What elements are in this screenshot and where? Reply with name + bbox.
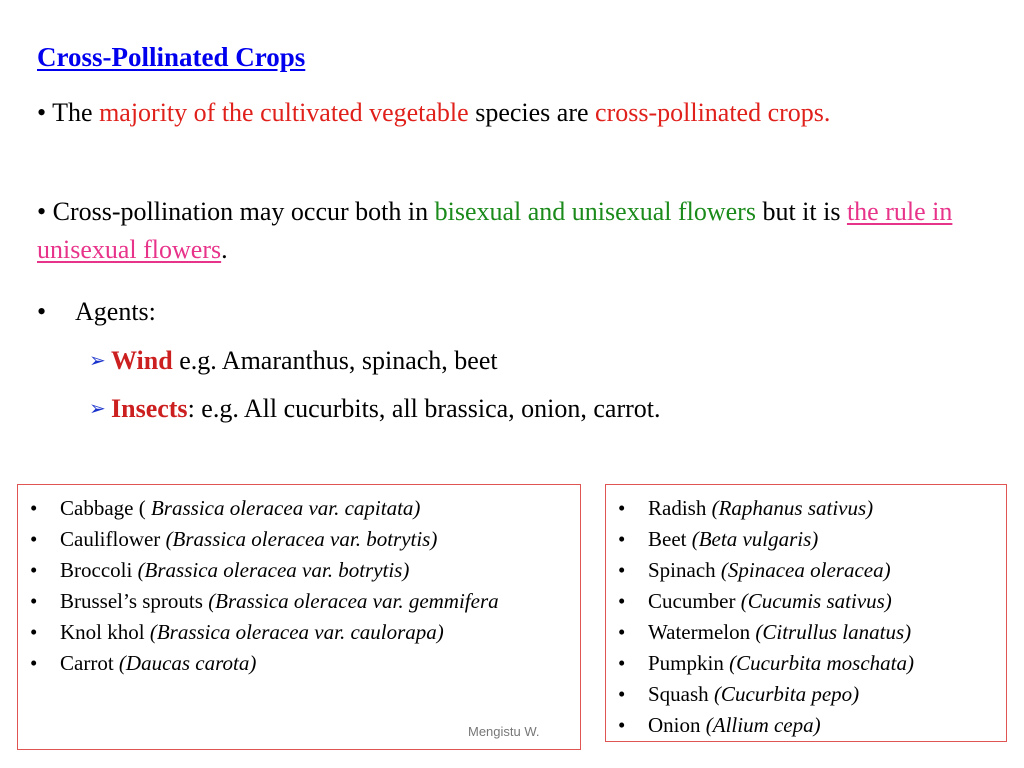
- crop-name: Spinach: [648, 558, 721, 582]
- scientific-name: (Allium cepa): [705, 713, 821, 737]
- crop-name: Cucumber: [648, 589, 741, 613]
- scientific-name: (Cucurbita pepo): [713, 682, 860, 706]
- list-item: • Spinach (Spinacea oleracea): [618, 558, 891, 582]
- agent-examples: : e.g. All cucurbits, all brassica, onion, carrot.: [187, 394, 661, 423]
- bullet: •: [37, 297, 47, 326]
- scientific-name: (Citrullus lanatus): [755, 620, 912, 644]
- highlight-flowers: bisexual and unisexual flowers: [434, 197, 756, 226]
- highlight-rule-link: the rule in unisexual flowers: [37, 197, 953, 264]
- text: The: [52, 98, 100, 127]
- text: .: [221, 235, 228, 264]
- crop-name: Broccoli: [60, 558, 138, 582]
- list-item: • Brussel’s sprouts (Brassica oleracea var. gemmifera: [30, 589, 499, 613]
- scientific-name: (Brassica oleracea var. botrytis): [165, 527, 438, 551]
- agent-insects: [89, 390, 661, 428]
- scientific-name: Brassica oleracea var. capitata): [150, 496, 421, 520]
- other-crops-box: [605, 484, 1007, 742]
- crop-name: Onion: [648, 713, 706, 737]
- list-item: • Cauliflower (Brassica oleracea var. botrytis): [30, 527, 438, 551]
- scientific-name: (Brassica oleracea var. caulorapa): [149, 620, 444, 644]
- crop-name: Cabbage (: [60, 496, 151, 520]
- list-item: • Cabbage ( Brassica oleracea var. capitata): [30, 496, 421, 520]
- agent-examples: e.g. Amaranthus, spinach, beet: [172, 346, 498, 375]
- crop-name: Squash: [648, 682, 714, 706]
- bullet: •: [37, 197, 47, 226]
- list-item: • Cucumber (Cucumis sativus): [618, 589, 892, 613]
- paragraph-majority: [37, 94, 997, 132]
- scientific-name: (Cucurbita moschata): [729, 651, 915, 675]
- slide-title: Cross-Pollinated Crops: [37, 42, 306, 72]
- list-item: • Broccoli (Brassica oleracea var. botrytis): [30, 558, 410, 582]
- list-item: • Onion (Allium cepa): [618, 713, 821, 737]
- scientific-name: (Cucumis sativus): [740, 589, 892, 613]
- crop-list: [614, 493, 994, 741]
- crop-name: Pumpkin: [648, 651, 730, 675]
- highlight-majority: majority of the cultivated vegetable: [99, 98, 469, 127]
- crop-name: Radish: [648, 496, 712, 520]
- agent-keyword: Wind: [111, 346, 173, 375]
- agent-keyword: Insects: [111, 394, 188, 423]
- crop-name: Brussel’s sprouts: [60, 589, 209, 613]
- scientific-name: (Raphanus sativus): [711, 496, 874, 520]
- crop-name: Cauliflower: [60, 527, 166, 551]
- list-item: • Knol khol (Brassica oleracea var. caulorapa): [30, 620, 444, 644]
- crop-name: Carrot: [60, 651, 119, 675]
- crop-name: Knol khol: [60, 620, 150, 644]
- author-footer: Mengistu W.: [468, 724, 540, 739]
- scientific-name: (Brassica oleracea var. gemmifera: [208, 589, 499, 613]
- list-item: • Pumpkin (Cucurbita moschata): [618, 651, 915, 675]
- highlight-cross-pollinated: cross-pollinated crops.: [595, 98, 831, 127]
- brassica-crops-box: [17, 484, 581, 750]
- crop-name: Beet: [648, 527, 692, 551]
- paragraph-cross-pollination: [37, 193, 997, 269]
- text: species are: [468, 98, 596, 127]
- crop-name: Watermelon: [648, 620, 756, 644]
- text: but it is: [755, 197, 847, 226]
- arrow-bullet-icon: ➢: [89, 350, 106, 372]
- list-item: • Beet (Beta vulgaris): [618, 527, 819, 551]
- scientific-name: (Daucas carota): [118, 651, 257, 675]
- arrow-bullet-icon: ➢: [89, 398, 106, 420]
- scientific-name: (Spinacea oleracea): [720, 558, 891, 582]
- crop-list: [26, 493, 566, 679]
- agents-label: Agents:: [75, 297, 156, 326]
- bullet: •: [37, 98, 47, 127]
- scientific-name: (Brassica oleracea var. botrytis): [137, 558, 410, 582]
- list-item: • Carrot (Daucas carota): [30, 651, 257, 675]
- list-item: • Squash (Cucurbita pepo): [618, 682, 860, 706]
- agent-wind: [89, 342, 498, 380]
- list-item: • Watermelon (Citrullus lanatus): [618, 620, 912, 644]
- agents-heading: [37, 293, 156, 331]
- scientific-name: (Beta vulgaris): [691, 527, 819, 551]
- list-item: • Radish (Raphanus sativus): [618, 496, 874, 520]
- text: Cross-pollination may occur both in: [52, 197, 435, 226]
